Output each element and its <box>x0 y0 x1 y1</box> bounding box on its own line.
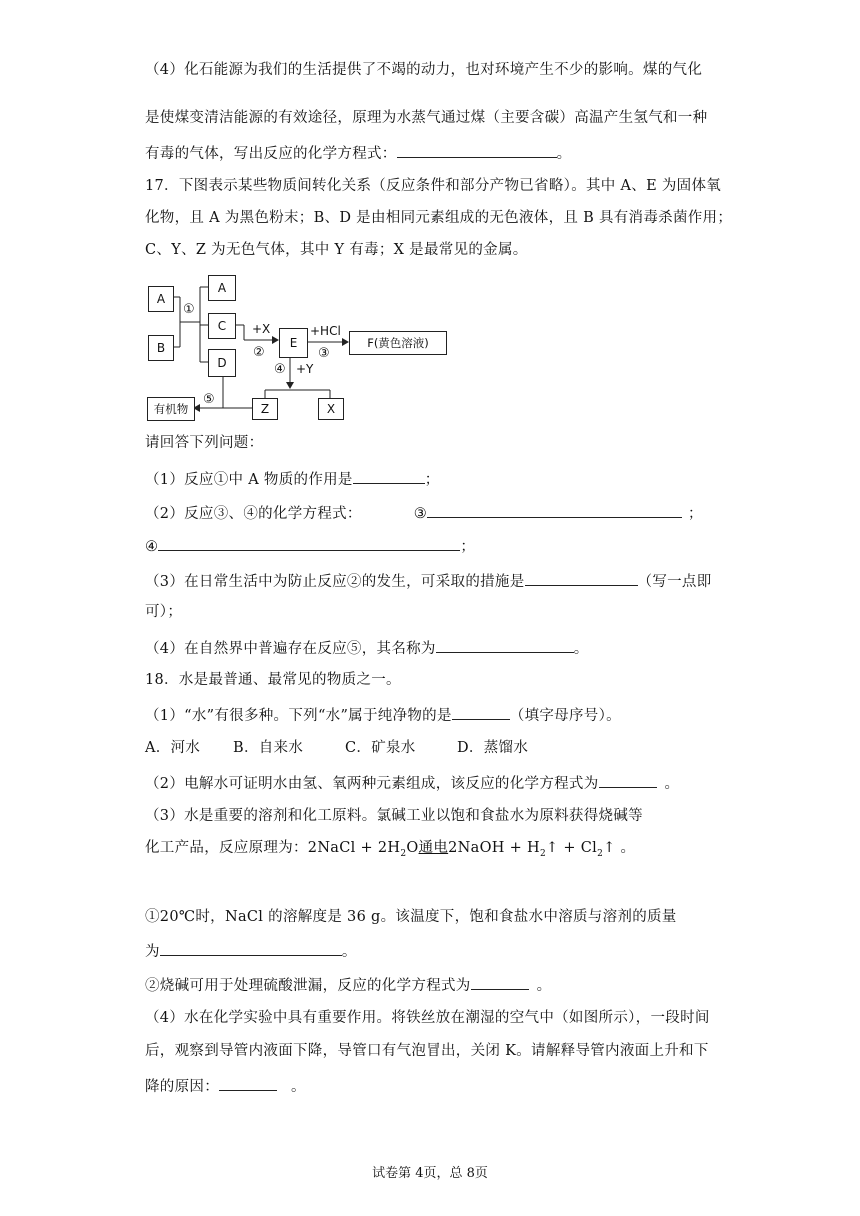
q18-options <box>145 738 528 758</box>
q18-sub2: （2）电解水可证明水由氢、氧两种元素组成，该反应的化学方程式为 。 <box>145 772 679 794</box>
box-z: Z <box>252 398 278 420</box>
q18-sub4-line3: 降的原因： 。 <box>145 1075 306 1097</box>
answer-blank[interactable] <box>452 704 510 720</box>
step-1-label: ① <box>183 302 195 317</box>
plus-hcl-label: +HCl <box>310 324 341 338</box>
q17-sub2: （2）反应③、④的化学方程式： ③ ； <box>145 502 703 524</box>
step-4-label: ④ <box>274 362 286 377</box>
q16-line3: 有毒的气体，写出反应的化学方程式： 。 <box>145 142 571 164</box>
q18-equation: 化工产品，反应原理为：2NaCl + $2H_2O$通电2NaOH + $H_2↑$ + $Cl_2↑$ 。 <box>145 840 636 859</box>
answer-blank[interactable] <box>158 535 460 551</box>
step-3-label: ③ <box>318 346 330 361</box>
step-2-label: ② <box>253 345 265 360</box>
answer-blank[interactable] <box>436 637 574 653</box>
answer-blank[interactable] <box>427 502 682 518</box>
q18-sub4-line2: 后，观察到导管内液面下降，导管口有气泡冒出，关闭 K。请解释导管内液面上升和下 <box>145 1043 709 1059</box>
q17-line3: C、Y、Z 为无色气体，其中 Y 有毒；X 是最常见的金属。 <box>145 242 528 258</box>
box-organic: 有机物 <box>147 397 195 421</box>
q18-p2: ②烧碱可用于处理硫酸泄漏，反应的化学方程式为 。 <box>145 974 551 996</box>
answer-blank[interactable] <box>525 570 638 586</box>
q18-line1: 18．水是最普通、最常见的物质之一。 <box>145 672 401 688</box>
transformation-diagram <box>0 0 860 430</box>
box-f: F(黄色溶液) <box>349 331 447 355</box>
diagram-lines <box>0 0 860 430</box>
box-a-product: A <box>208 275 236 301</box>
answer-blank[interactable] <box>471 974 529 990</box>
page-footer: 试卷第 4页，总 8页 <box>372 1166 488 1181</box>
q17-sub2-line2: ④ ； <box>145 535 475 557</box>
option-d[interactable]: D．蒸馏水 <box>457 740 529 756</box>
box-a-reactant: A <box>148 286 174 312</box>
box-d: D <box>208 349 236 377</box>
q18-p1: ①20℃时，NaCl 的溶解度是 36 g。该温度下，饱和食盐水中溶质与溶剂的质量 <box>145 909 677 925</box>
answer-blank[interactable] <box>160 940 342 956</box>
box-b: B <box>148 335 174 361</box>
option-a[interactable]: A．河水 <box>145 740 201 756</box>
q17-line2: 化物，且 A 为黑色粉末；B、D 是由相同元素组成的无色液体，且 B 具有消毒杀菌作用； <box>145 210 733 226</box>
q17-sub4: （4）在自然界中普遍存在反应⑤，其名称为 。 <box>145 637 589 659</box>
option-b[interactable]: B．自来水 <box>233 740 304 756</box>
q18-sub3: （3）水是重要的溶剂和化工原料。氯碱工业以饱和食盐水为原料获得烧碱等 <box>145 808 643 824</box>
answer-blank[interactable] <box>599 772 657 788</box>
q18-p1-line2: 为 。 <box>145 940 357 962</box>
answer-blank[interactable] <box>353 468 425 484</box>
plus-x-label: +X <box>252 322 271 336</box>
box-x: X <box>318 398 344 420</box>
answer-blank[interactable] <box>219 1075 277 1091</box>
q16-line1: （4）化石能源为我们的生活提供了不竭的动力，也对环境产生不少的影响。煤的气化 <box>145 62 703 78</box>
box-c: C <box>208 313 236 339</box>
q18-sub4: （4）水在化学实验中具有重要作用。将铁丝放在潮湿的空气中（如图所示），一段时间 <box>145 1010 710 1026</box>
q17-sub3-line2: 可）； <box>145 604 183 620</box>
q16-line2: 是使煤变清洁能源的有效途径，原理为水蒸气通过煤（主要含碳）高温产生氢气和一种 <box>145 110 708 126</box>
plus-y-label: +Y <box>296 362 314 376</box>
step-5-label: ⑤ <box>203 392 215 407</box>
q17-sub3: （3）在日常生活中为防止反应②的发生，可采取的措施是 （写一点即 <box>145 570 712 592</box>
q18-sub1: （1）“水”有很多种。下列“水”属于纯净物的是 （填字母序号）。 <box>145 704 621 726</box>
q17-prompt: 请回答下列问题： <box>145 435 264 451</box>
option-c[interactable]: C．矿泉水 <box>345 740 416 756</box>
q17-sub1: （1）反应①中 A 物质的作用是 ； <box>145 468 440 490</box>
q17-line1: 17．下图表示某些物质间转化关系（反应条件和部分产物已省略）。其中 A、E 为固体氧 <box>145 178 722 194</box>
box-e: E <box>279 328 308 358</box>
